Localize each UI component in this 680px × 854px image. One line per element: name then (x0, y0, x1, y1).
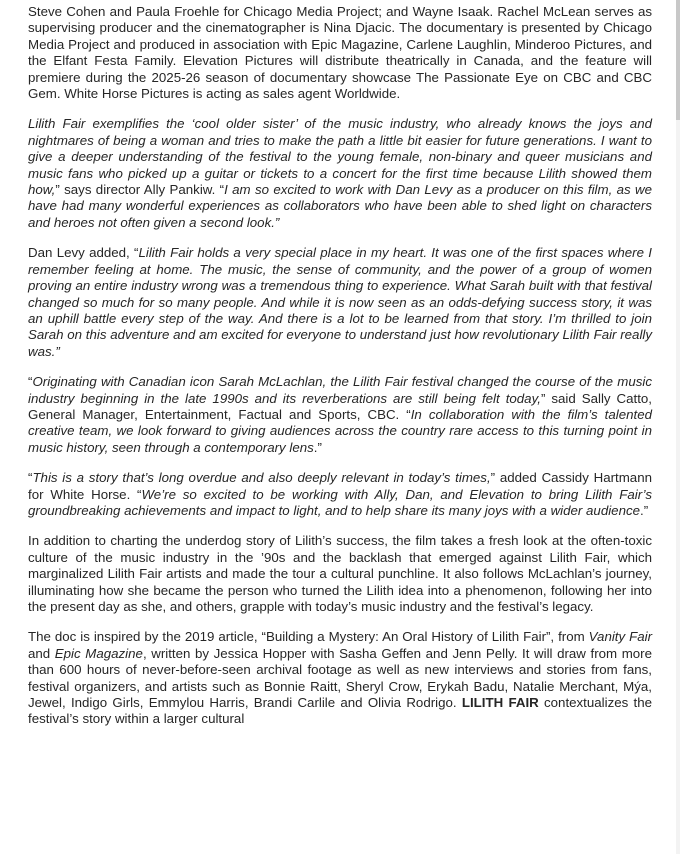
white-horse-close-quote: .” (640, 502, 649, 518)
paragraph-white-horse-quote (28, 470, 652, 519)
publication-vanity-fair: Vanity Fair (588, 629, 653, 645)
director-attribution: ” says director Ally Pankiw. “ (55, 182, 225, 198)
paragraph-cbc-quote (28, 374, 652, 456)
inspiration-tail: contextualizes the festival’s story within a larger cultural (28, 695, 652, 727)
paragraph-film-overview (28, 533, 652, 615)
white-horse-quote-part2: We’re so excited to be working with Ally, Dan, and Elevation to bring Lilith Fair’s groundbreaking achievements and impact to light, and to help share its many joys with a wider audience (28, 486, 652, 518)
cbc-quote-part1: Originating with Canadian icon Sarah McLachlan, the Lilith Fair festival changed the course of the music industry beginning in the late 1990s and its reverberations are still being felt today, (28, 374, 652, 406)
director-quote-part2: I am so excited to work with Dan Levy as a producer on this film, as we have had many wonderful experiences as collaborators who have been able to shed light on characters and heroes not often given a second look.” (28, 182, 652, 230)
cbc-close-quote: .” (313, 439, 322, 455)
paragraph-inspiration (28, 629, 652, 727)
vertical-scrollbar[interactable] (676, 0, 680, 854)
dan-levy-quote: Lilith Fair holds a very special place in my heart. It was one of the first spaces where I remember feeling at home. The music, the sense of community, and the power of a group of women proving an entire industry wrong was a tremendous thing to experience. What Sarah built with that festival changed so much for so many people. And while it is now seen as an odds-defying success story, it was an uphill battle every step of the way. And there is a lot to be learned from that story. I’m thrilled to join Sarah on this adventure and am excited for everyone to understand just how revolutionary Lilith Fair really was.” (28, 245, 652, 359)
paragraph-director-quote (28, 116, 652, 231)
scrollbar-thumb[interactable] (676, 0, 680, 120)
inspiration-and: and (28, 645, 55, 661)
director-quote-part1: Lilith Fair exemplifies the ‘cool older sister’ of the music industry, who already knows the joys and nightmares of being a woman and tries to make the path a little bit easier for future generations. I want to give a deeper understanding of the festival to the young female, non-binary and queer musicians and music fans who picked up a guitar or tickets to a concert for the first time because Lilith showed them how, (28, 116, 652, 198)
cbc-attribution: ” said Sally Catto, General Manager, Entertainment, Factual and Sports, CBC. “ (28, 390, 653, 422)
inspiration-body: , written by Jessica Hopper with Sasha Geffen and Jenn Pelly. It will draw from more than 600 hours of never-before-seen archival footage as well as new interviews and stories from fans, festival organizers, and artists such as Bonnie Raitt, Sheryl Crow, Erykah Badu, Natalie Merchant, Mýa, Jewel, Indigo Girls, Emmylou Harris, Brandi Carlile and Olivia Rodrigo. (28, 645, 652, 711)
inspiration-lead: The doc is inspired by the 2019 article, “Building a Mystery: An Oral History of Lilith Fair”, from (28, 629, 589, 645)
cbc-quote-part2: In collaboration with the film’s talented creative team, we look forward to giving audiences across the country rare access to this turning point in music history, seen through a contemporary lens (28, 406, 652, 455)
paragraph-dan-levy-quote (28, 245, 652, 360)
credits-text: Steve Cohen and Paula Froehle for Chicago Media Project; and Wayne Isaak. Rachel McLean serves as supervising producer and the cinematographer is Nina Djacic. The documentary is presented by Chicago Media Project and produced in association with Epic Magazine, Carlene Laughlin, Minderoo Pictures, and the Elfant Festa Family. Elevation Pictures will distribute theatrically in Canada, and the feature will premiere during the 2025-26 season of documentary showcase The Passionate Eye on CBC and CBC Gem. White Horse Pictures is acting as sales agent Worldwide. (28, 4, 652, 102)
paragraph-credits (28, 4, 652, 102)
film-overview-text: In addition to charting the underdog story of Lilith’s success, the film takes a fresh look at the often-toxic culture of the music industry in the ’90s and the backlash that emerged against Lilith Fair, which marginalized Lilith Fair artists and made the tour a cultural punchline. It also follows McLachlan’s journey, illuminating how she became the person who turned the Lilith idea into a phenomenon, following her into the present day as she, and others, grapple with today’s music industry and the festival’s legacy. (28, 533, 652, 614)
white-horse-attribution: ” added Cassidy Hartmann for White Horse. “ (28, 470, 652, 502)
white-horse-open-quote: “ (28, 470, 33, 486)
cbc-open-quote: “ (28, 374, 33, 390)
white-horse-quote-part1: This is a story that’s long overdue and also deeply relevant in today’s times, (32, 470, 491, 486)
film-title: LILITH FAIR (461, 695, 539, 711)
publication-epic-magazine: Epic Magazine (54, 645, 143, 661)
dan-levy-lead: Dan Levy added, “ (28, 245, 139, 261)
